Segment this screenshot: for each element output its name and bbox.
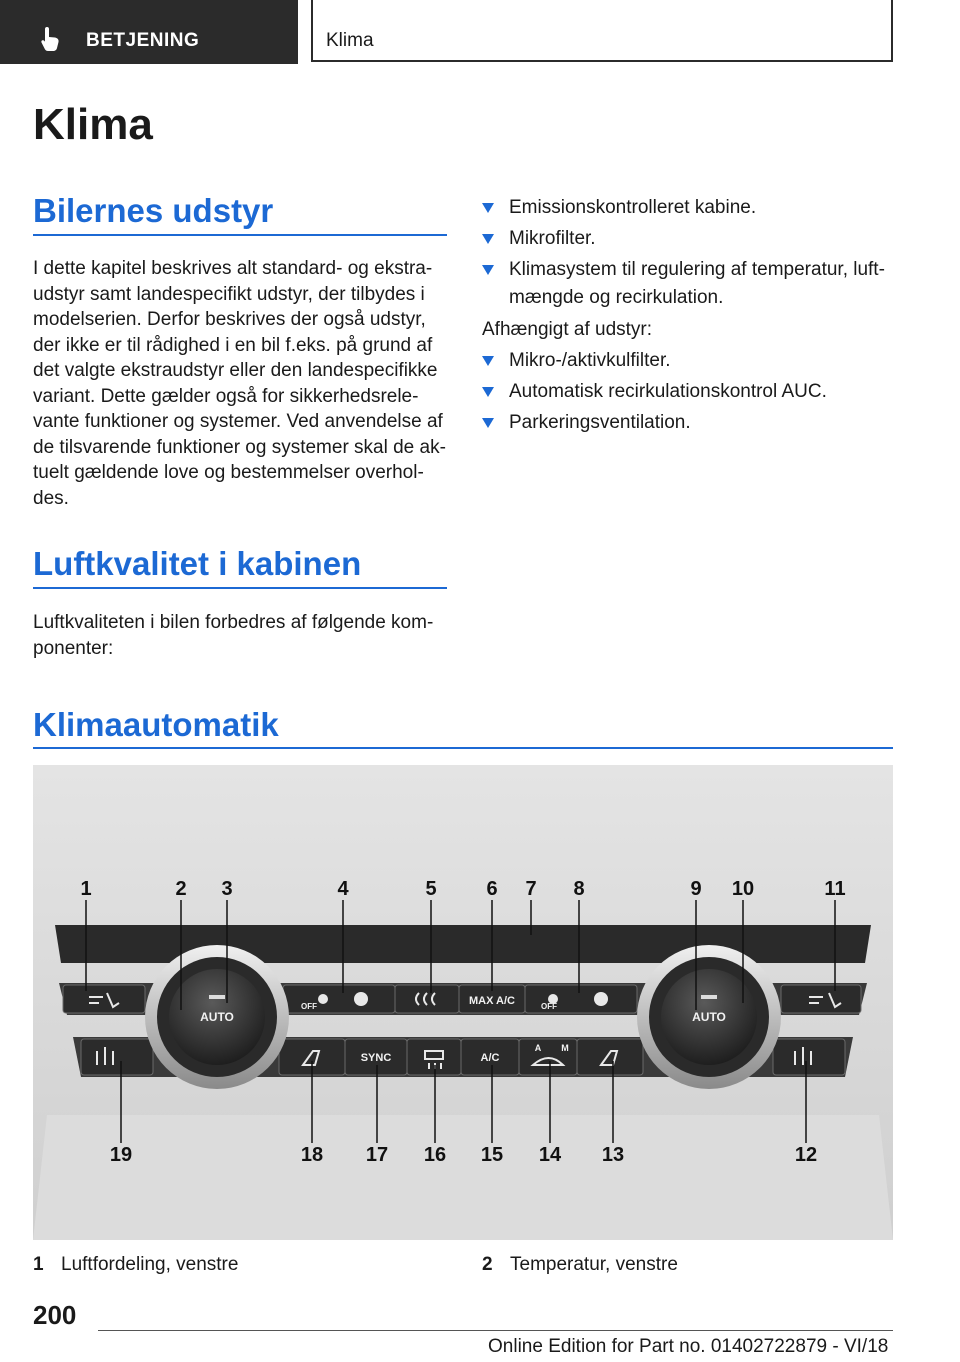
triangle-bullet-icon [482,203,494,213]
equipment-paragraph [33,256,453,511]
callout-number: 2 [175,878,187,900]
bullet-text: Mikro-/aktivkulfilter. [509,350,671,371]
heading-auto-climate: Klimaautomatik [33,706,279,743]
bullet-text: Mikrofilter. [509,228,596,249]
callout-number: 8 [573,878,585,900]
text-line: Luftkvaliteten i bilen forbedres af følgende kom- [33,612,434,633]
text-line: modelserien. Derfor beskrives der også udstyr, [33,309,426,330]
text-line: vante funktioner og systemer. Ved anvendelse af [33,411,443,432]
optional-label: Afhængigt af udstyr: [482,319,653,340]
bullet-text: Emissionskontrolleret kabine. [509,197,757,218]
text-line: det valgte ekstraudstyr eller den landespecifikke [33,360,438,381]
triangle-bullet-icon [482,387,494,397]
text-line: variant. Dette gælder også for sikkerhedsrele- [33,385,419,407]
text-line: de tilsvarende funktioner og systemer skal de ak- [33,436,446,458]
text-line: Klimasystem til regulering af temperatur, luft- [509,259,885,280]
callout-number: 13 [601,1144,625,1166]
callout-number: 3 [221,878,233,900]
heading-rule [33,747,893,749]
max-ac-label: MAX A/C [468,995,516,1007]
auto-left-label: AUTO [200,1010,234,1024]
bullet-text: Automatisk recirkulationskontrol AUC. [509,381,827,402]
callout-number: 11 [824,878,846,900]
heading-rule [33,234,447,236]
header-title-box [311,0,893,62]
triangle-bullet-icon [482,265,494,275]
callout-number: 9 [690,878,702,900]
bullet-text [509,256,899,312]
caption-number: 1 [33,1254,44,1275]
ac-label: A/C [480,1052,500,1064]
callout-number: 1 [80,878,92,900]
callout-number: 19 [109,1144,133,1166]
header-title: Klima [326,30,374,51]
auc-a-label: A [534,1043,542,1053]
triangle-bullet-icon [482,234,494,244]
auc-m-label: M [561,1043,569,1053]
air-quality-paragraph [33,610,453,661]
callout-number: 12 [794,1144,818,1166]
text-line: mængde og recirkulation. [509,287,724,308]
climate-control-figure [33,765,893,1240]
callout-number: 16 [423,1144,447,1166]
caption-text: Temperatur, venstre [510,1254,678,1275]
caption-number: 2 [482,1254,493,1275]
callout-number: 7 [525,878,537,900]
section-label: BETJENING [86,30,200,51]
callout-number: 14 [538,1144,562,1166]
footer-rule [98,1330,893,1331]
callout-number: 15 [480,1144,504,1166]
climate-panel-illustration [33,765,893,1240]
heading-equipment: Bilernes udstyr [33,192,274,229]
text-line: tuelt gældende love og bestemmelser overhol- [33,462,424,483]
footer-edition: Online Edition for Part no. 01402722879 - VI/18 [488,1336,889,1357]
text-line: des. [33,487,69,509]
heading-rule [33,587,447,589]
text-line: udstyr samt landespecifikt udstyr, der tilbydes i [33,283,425,305]
callout-number: 17 [365,1144,389,1166]
callout-number: 4 [337,878,349,900]
heading-air-quality: Luftkvalitet i kabinen [33,545,362,582]
page-title: Klima [33,100,153,149]
text-line: ponenter: [33,637,114,659]
page-number: 200 [33,1300,77,1330]
section-tab [0,0,298,64]
text-line: I dette kapitel beskrives alt standard- og ekstra- [33,258,433,279]
triangle-bullet-icon [482,418,494,428]
triangle-bullet-icon [482,356,494,366]
caption-text: Luftfordeling, venstre [61,1254,239,1275]
fan-off-left-label: OFF [301,1002,317,1011]
callout-number: 10 [731,878,755,900]
text-line: der ikke er til rådighed i en bil f.eks. på grund af [33,334,433,356]
callout-number: 6 [486,878,498,900]
pointing-hand-icon [40,26,62,52]
callout-number: 5 [425,878,437,900]
bullet-text: Parkeringsventilation. [509,412,691,433]
sync-label: SYNC [360,1052,392,1064]
callout-number: 18 [300,1144,324,1166]
auto-right-label: AUTO [692,1010,726,1024]
fan-off-right-label: OFF [541,1002,557,1011]
